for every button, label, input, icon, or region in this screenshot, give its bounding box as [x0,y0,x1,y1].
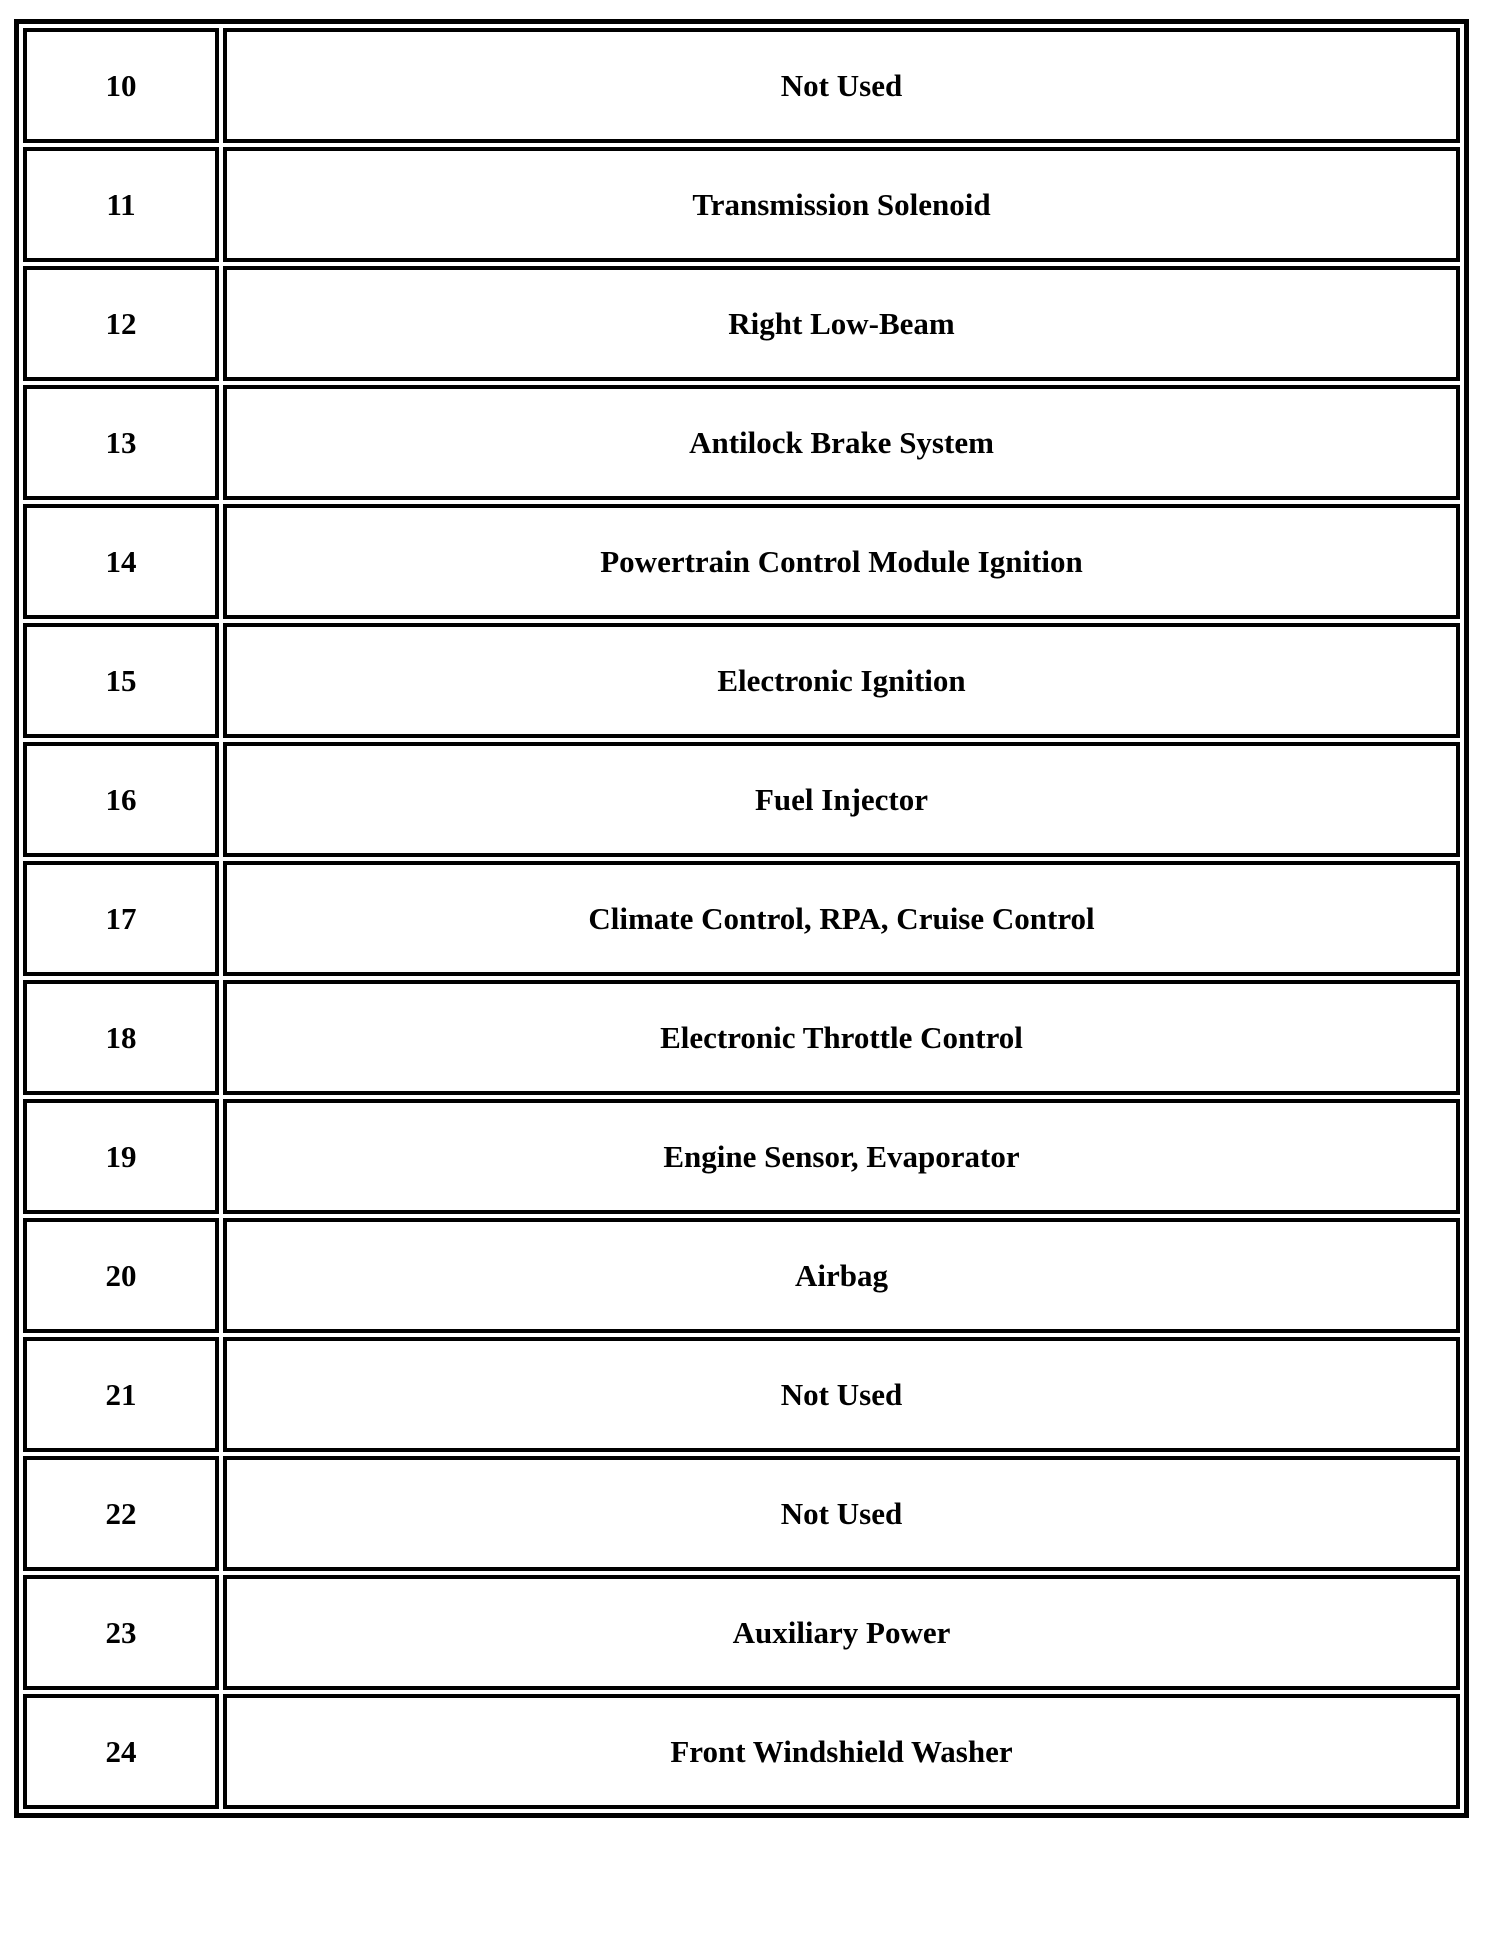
fuse-description: Auxiliary Power [223,1575,1460,1690]
fuse-number: 11 [23,147,219,262]
table-row [23,1337,1460,1452]
fuse-number: 24 [23,1694,219,1809]
fuse-description: Not Used [223,28,1460,143]
table-row [23,742,1460,857]
table-row [23,1575,1460,1690]
table-row [23,980,1460,1095]
table-row [23,1456,1460,1571]
fuse-description: Powertrain Control Module Ignition [223,504,1460,619]
fuse-description: Airbag [223,1218,1460,1333]
fuse-description: Climate Control, RPA, Cruise Control [223,861,1460,976]
fuse-description: Fuel Injector [223,742,1460,857]
fuse-table [14,19,1469,1818]
fuse-description: Front Windshield Washer [223,1694,1460,1809]
fuse-number: 10 [23,28,219,143]
table-row [23,861,1460,976]
fuse-description: Transmission Solenoid [223,147,1460,262]
fuse-number: 17 [23,861,219,976]
fuse-description: Engine Sensor, Evaporator [223,1099,1460,1214]
table-row [23,1099,1460,1214]
fuse-number: 22 [23,1456,219,1571]
table-row [23,147,1460,262]
fuse-description: Antilock Brake System [223,385,1460,500]
table-row [23,1694,1460,1809]
fuse-number: 23 [23,1575,219,1690]
fuse-number: 20 [23,1218,219,1333]
fuse-number: 12 [23,266,219,381]
fuse-number: 13 [23,385,219,500]
fuse-number: 15 [23,623,219,738]
table-row [23,266,1460,381]
table-row [23,385,1460,500]
fuse-description: Not Used [223,1456,1460,1571]
fuse-number: 21 [23,1337,219,1452]
fuse-description: Not Used [223,1337,1460,1452]
fuse-number: 19 [23,1099,219,1214]
table-row [23,1218,1460,1333]
table-row [23,623,1460,738]
fuse-description: Right Low-Beam [223,266,1460,381]
fuse-number: 16 [23,742,219,857]
fuse-description: Electronic Throttle Control [223,980,1460,1095]
table-row [23,504,1460,619]
fuse-number: 18 [23,980,219,1095]
table-row [23,28,1460,143]
fuse-number: 14 [23,504,219,619]
fuse-description: Electronic Ignition [223,623,1460,738]
